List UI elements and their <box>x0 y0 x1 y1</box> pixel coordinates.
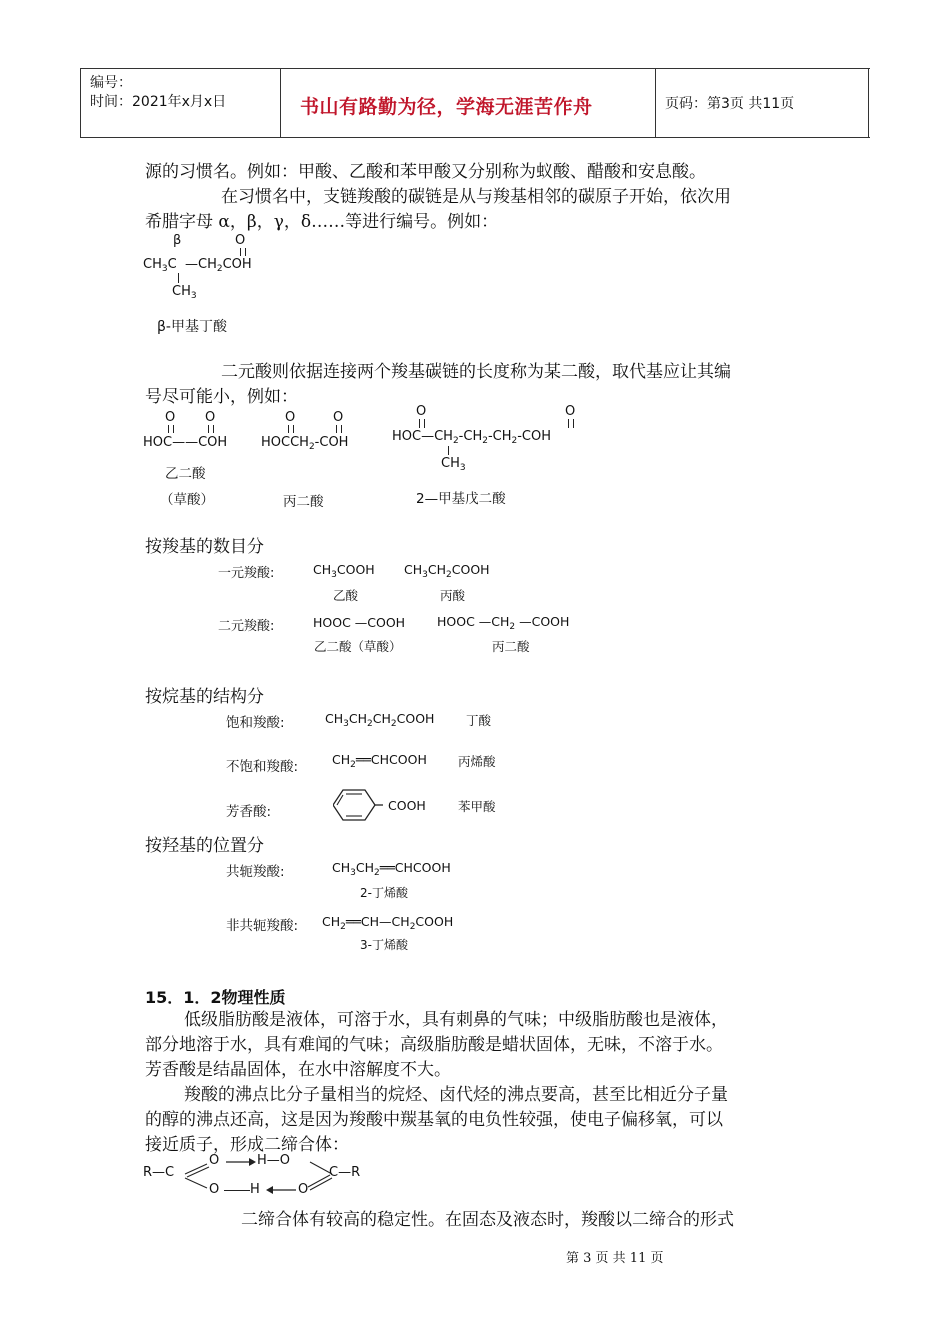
dimer-left-group: R—C <box>143 1165 175 1180</box>
chain-left: $CH_3C$ <box>143 257 177 274</box>
paragraph-line: 在习惯名中，支链羧酸的碳链是从与羧基相邻的碳原子开始，依次用 <box>221 187 731 207</box>
double-bond <box>336 425 342 433</box>
formula: HOOC $—CH_2$ —COOH <box>437 614 570 632</box>
section-heading: 按烷基的结构分 <box>145 687 264 707</box>
formula: $CH_2══CHCOOH$ <box>332 752 427 770</box>
chain-right: $—CH_2COH$ <box>185 257 252 274</box>
document-date: 时间：2021年x月x日 <box>90 94 227 110</box>
formula: $CH_2══CH—CH_2COOH$ <box>322 914 454 932</box>
branch-bond <box>178 273 179 283</box>
paragraph-line: 接近质子，形成二缔合体： <box>145 1135 349 1155</box>
section-heading: 按羧基的数目分 <box>145 537 264 557</box>
formula: $CH_3COOH$ <box>313 562 375 580</box>
compound-name: β-甲基丁酸 <box>157 319 227 335</box>
double-bond <box>168 425 174 433</box>
dimer-oxygen: O <box>209 1182 220 1197</box>
category-label: 二元羧酸: <box>218 619 275 634</box>
section-heading: 按羟基的位置分 <box>145 836 264 856</box>
branch-bond <box>448 446 449 455</box>
category-label: 芳香酸: <box>226 804 272 820</box>
formula: HOC——COH <box>143 435 228 450</box>
carbonyl-oxygen: O <box>416 404 427 419</box>
page-footer: 第 3 页 共 11 页 <box>566 1251 664 1266</box>
formula: $CH_3CH_2══CHCOOH$ <box>332 860 451 878</box>
compound-name: 2—甲基戊二酸 <box>416 491 506 507</box>
compound-name: 丙烯酸 <box>458 754 496 769</box>
paragraph-line: 二元酸则依据连接两个羧基碳链的长度称为某二酸，取代基应让其编 <box>221 362 731 382</box>
dimer-h: H <box>250 1182 260 1197</box>
compound-name: 乙二酸（草酸） <box>314 639 402 654</box>
compound-name: 丁酸 <box>466 713 492 728</box>
dimer-h-o: H—O <box>257 1153 291 1168</box>
carbonyl-oxygen: O <box>285 410 296 425</box>
paragraph-line: 低级脂肪酸是液体，可溶于水，具有刺鼻的气味；中级脂肪酸也是液体， <box>184 1010 728 1030</box>
double-bond <box>288 425 294 433</box>
paragraph-line: 羧酸的沸点比分子量相当的烷烃、卤代烃的沸点要高，甚至比相近分子量 <box>184 1085 728 1105</box>
double-bond <box>568 419 574 428</box>
paragraph-line: 部分地溶于水，具有难闻的气味；高级脂肪酸是蜡状固体，无味，不溶于水。 <box>145 1035 723 1055</box>
methyl-branch: $CH_3$ <box>172 284 197 301</box>
page-info: 页码：第3页 共11页 <box>665 96 795 112</box>
category-label: 共轭羧酸: <box>226 864 285 880</box>
compound-name: 苯甲酸 <box>458 799 496 814</box>
formula: $CH_3CH_2CH_2COOH$ <box>325 711 435 729</box>
carbonyl-oxygen: O <box>565 404 576 419</box>
arrow-right-icon <box>224 1156 258 1168</box>
benzene-ring-icon <box>333 788 383 822</box>
category-label: 非共轭羧酸: <box>226 918 299 934</box>
category-label: 饱和羧酸: <box>226 715 285 731</box>
formula: COOH <box>388 798 426 813</box>
compound-name: 乙二酸 <box>165 466 206 482</box>
paragraph-line: 希腊字母 α，β，γ，δ……等进行编号。例如： <box>145 212 499 232</box>
category-label: 一元羧酸: <box>218 566 275 581</box>
section-title: 15．1．2物理性质 <box>145 988 286 1007</box>
compound-name: 乙酸 <box>333 588 359 603</box>
paragraph-line: 芳香酸是结晶固体，在水中溶解度不大。 <box>145 1060 451 1080</box>
paragraph-line: 二缔合体有较高的稳定性。在固态及液态时，羧酸以二缔合的形式 <box>241 1210 734 1230</box>
double-bond <box>240 248 246 256</box>
paragraph-line: 的醇的沸点还高，这是因为羧酸中羰基氧的电负性较强，使电子偏移氧，可以 <box>145 1110 723 1130</box>
document-code-label: 编号： <box>90 75 132 91</box>
compound-name: 丙二酸 <box>492 639 530 654</box>
compound-name: 丙二酸 <box>283 494 324 510</box>
double-bond <box>419 419 425 428</box>
beta-marker: β <box>173 233 182 248</box>
dimer-oxygen: O <box>298 1182 309 1197</box>
carbonyl-oxygen: O <box>165 410 176 425</box>
formula: HOOC —COOH <box>313 615 406 630</box>
category-label: 不饱和羧酸: <box>226 759 299 775</box>
compound-name: 3-丁烯酸 <box>360 938 408 952</box>
dimer-right-group: C—R <box>329 1165 361 1180</box>
compound-common-name: （草酸） <box>160 492 214 508</box>
carbonyl-oxygen: O <box>333 410 344 425</box>
formula: $HOCCH_2$-COH <box>261 435 349 452</box>
paragraph-line: 源的习惯名。例如：甲酸、乙酸和苯甲酸又分别称为蚁酸、醋酸和安息酸。 <box>145 162 706 182</box>
compound-name: 丙酸 <box>440 588 466 603</box>
bond-line <box>224 1190 250 1191</box>
header-motto: 书山有路勤为径，学海无涯苦作舟 <box>300 96 593 118</box>
paragraph-line: 号尽可能小，例如： <box>145 387 298 407</box>
dimer-oxygen: O <box>209 1153 220 1168</box>
carbonyl-oxygen: O <box>235 233 246 248</box>
carbonyl-oxygen: O <box>205 410 216 425</box>
formula: $CH_3CH_2COOH$ <box>404 562 490 580</box>
double-bond <box>208 425 214 433</box>
methyl-branch: $CH_3$ <box>441 456 466 473</box>
formula: $HOC—CH_2-CH_2-CH_2$-COH <box>392 429 552 446</box>
arrow-left-icon <box>264 1184 298 1196</box>
compound-name: 2-丁烯酸 <box>360 886 408 900</box>
